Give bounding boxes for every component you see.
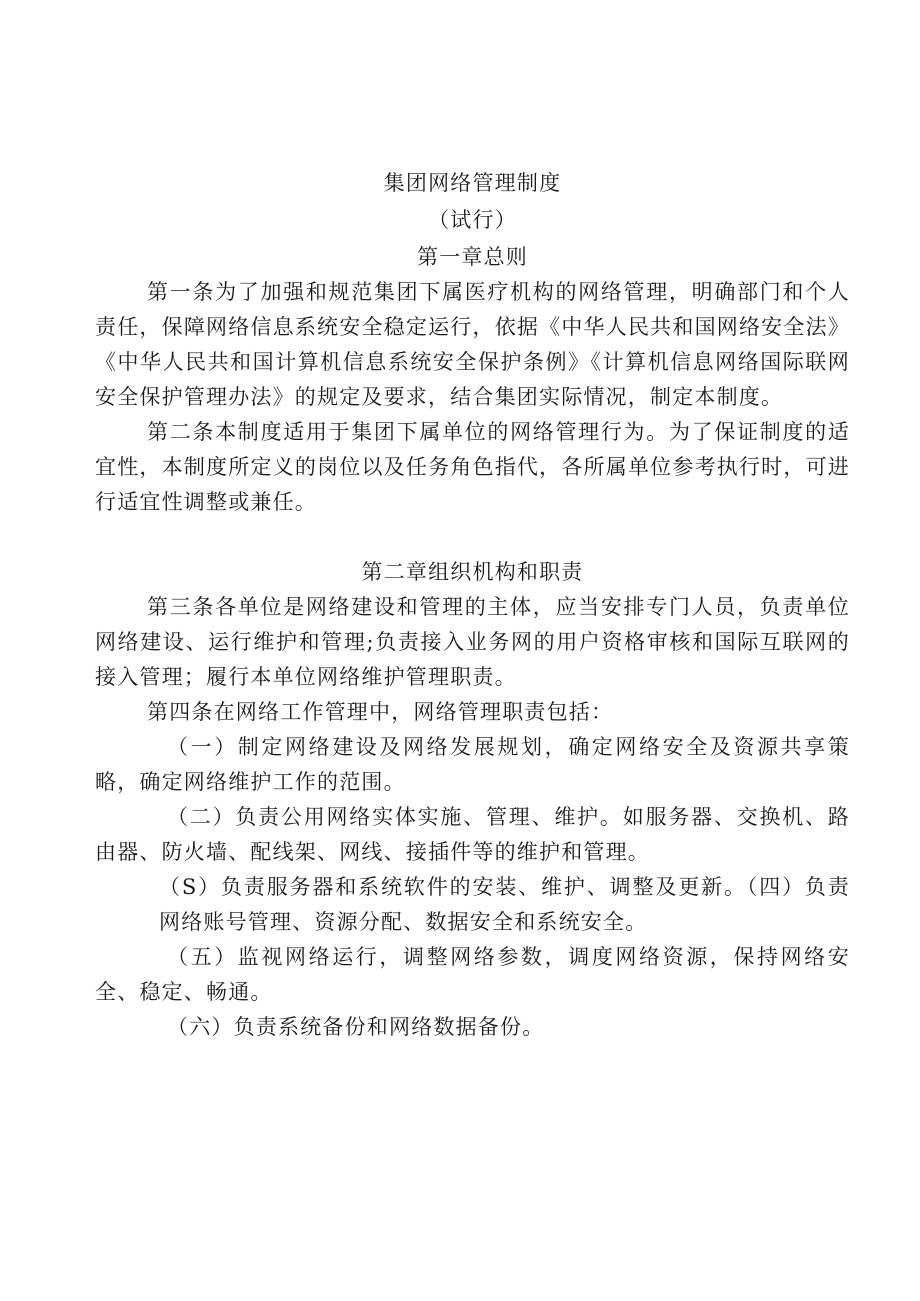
article-1: 第一条为了加强和规范集团下属医疗机构的网络管理，明确部门和个人责任，保障网络信息系统安全稳定运行，依据《中华人民共和国网络安全法》《中华人民共和国计算机信息系统安全保护条例》《计算机信息网络国际联网安全保护管理办法》的规定及要求，结合集团实际情况，制定本制度。 [95,280,850,409]
section-spacer [95,520,850,555]
article-2: 第二条本制度适用于集团下属单位的网络管理行为。为了保证制度的适宜性，本制度所定义的岗位以及任务角色指代，各所属单位参考执行时，可进行适宜性调整或兼任。 [95,420,850,514]
chapter-2-heading: 第二章组织机构和职责 [361,560,584,584]
duty-item-3-4: （S）负责服务器和系统软件的安装、维护、调整及更新。（四）负责网络账号管理、资源分配、数据安全和系统安全。 [159,875,850,934]
document-title: 集团网络管理制度 [383,171,562,195]
document-subtitle: （试行） [428,208,517,232]
article-4: 第四条在网络工作管理中，网络管理职责包括： [147,700,614,724]
duty-item-6: （六）负责系统备份和网络数据备份。 [167,1015,545,1039]
document-body [95,166,850,1045]
chapter-1-heading: 第一章总则 [417,245,528,269]
duty-item-5: （五）监视网络运行，调整网络参数，调度网络资源，保持网络安全、稳定、畅通。 [95,945,850,1004]
article-3: 第三条各单位是网络建设和管理的主体，应当安排专门人员，负责单位网络建设、运行维护和管理;负责接入业务网的用户资格审核和国际互联网的接入管理；履行本单位网络维护管理职责。 [95,595,850,689]
duty-item-1: （一）制定网络建设及网络发展规划，确定网络安全及资源共享策略，确定网络维护工作的范围。 [95,735,850,794]
duty-item-2: （二）负责公用网络实体实施、管理、维护。如服务器、交换机、路由器、防火墙、配线架、网线、接插件等的维护和管理。 [95,805,850,864]
